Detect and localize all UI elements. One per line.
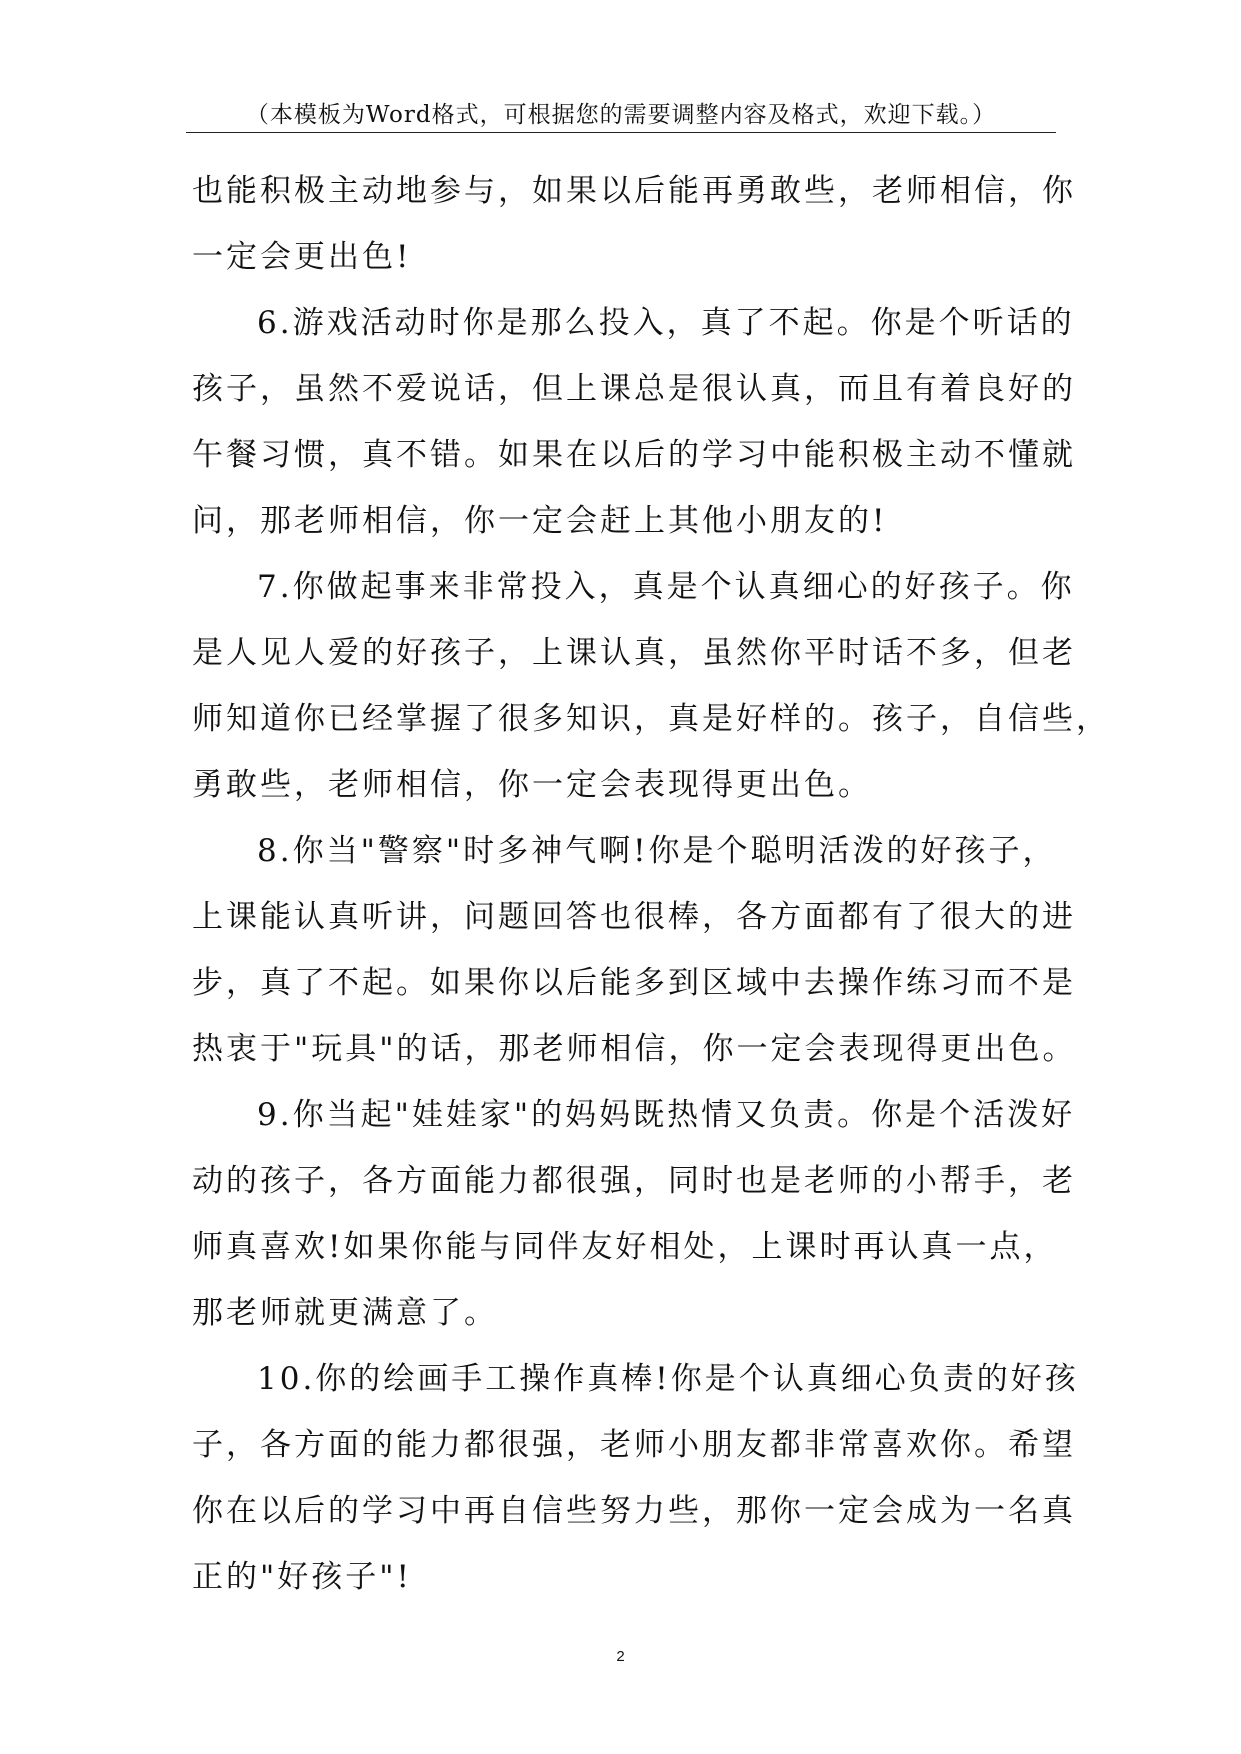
text-line: 勇敢些，老师相信，你一定会表现得更出色。 bbox=[192, 767, 872, 803]
text-line: 一定会更出色! bbox=[192, 239, 412, 275]
text-line: 那老师就更满意了。 bbox=[192, 1295, 498, 1331]
text-line: 你在以后的学习中再自信些努力些，那你一定会成为一名真 bbox=[192, 1493, 1076, 1529]
text-line: 也能积极主动地参与，如果以后能再勇敢些，老师相信，你 bbox=[192, 173, 1076, 209]
text-line: 是人见人爱的好孩子，上课认真，虽然你平时话不多，但老 bbox=[192, 635, 1076, 671]
text-line: 步，真了不起。如果你以后能多到区域中去操作练习而不是 bbox=[192, 965, 1076, 1001]
text-line: 动的孩子，各方面能力都很强，同时也是老师的小帮手，老 bbox=[192, 1163, 1076, 1199]
text-line: 8.你当"警察"时多神气啊!你是个聪明活泼的好孩子， bbox=[257, 833, 1057, 869]
text-line: 7.你做起事来非常投入，真是个认真细心的好孩子。你 bbox=[257, 569, 1075, 605]
text-line: 师真喜欢!如果你能与同伴友好相处，上课时再认真一点， bbox=[192, 1229, 1058, 1265]
document-body bbox=[192, 158, 1110, 1610]
text-line: 9.你当起"娃娃家"的妈妈既热情又负责。你是个活泼好 bbox=[257, 1097, 1076, 1133]
text-line: 师知道你已经掌握了很多知识，真是好样的。孩子，自信些， bbox=[192, 701, 1110, 737]
page-header: （本模板为Word格式，可根据您的需要调整内容及格式，欢迎下载。） bbox=[245, 102, 997, 128]
text-line: 午餐习惯，真不错。如果在以后的学习中能积极主动不懂就 bbox=[192, 437, 1076, 473]
text-line: 正的"好孩子"! bbox=[192, 1559, 412, 1595]
text-line: 6.游戏活动时你是那么投入，真了不起。你是个听话的 bbox=[257, 305, 1075, 341]
text-line: 上课能认真听讲，问题回答也很棒，各方面都有了很大的进 bbox=[192, 899, 1076, 935]
text-line: 热衷于"玩具"的话，那老师相信，你一定会表现得更出色。 bbox=[192, 1031, 1077, 1067]
header-divider bbox=[186, 132, 1056, 133]
page-number: 2 bbox=[616, 1648, 625, 1665]
text-line: 子，各方面的能力都很强，老师小朋友都非常喜欢你。希望 bbox=[192, 1427, 1076, 1463]
text-line: 10.你的绘画手工操作真棒!你是个认真细心负责的好孩 bbox=[257, 1361, 1079, 1397]
text-line: 孩子，虽然不爱说话，但上课总是很认真，而且有着良好的 bbox=[192, 371, 1076, 407]
text-line: 问，那老师相信，你一定会赶上其他小朋友的! bbox=[192, 503, 888, 539]
